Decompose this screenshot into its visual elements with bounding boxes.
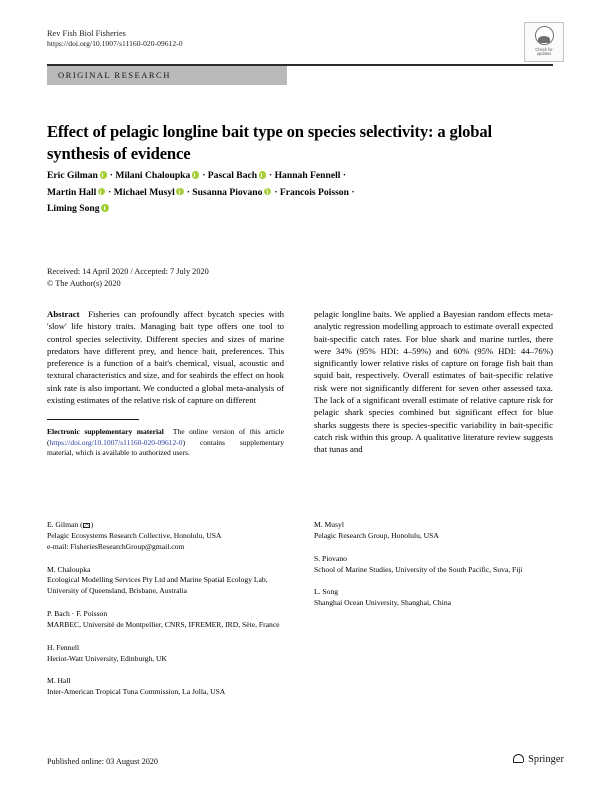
author-separator: · — [107, 170, 116, 181]
affiliation-entry — [47, 643, 291, 665]
article-dates — [47, 266, 209, 291]
orcid-icon[interactable] — [98, 188, 105, 195]
author-separator: · — [105, 186, 114, 198]
affiliation-names: L. Song — [314, 587, 339, 597]
affiliation-entry — [47, 609, 291, 631]
author-separator: · — [271, 186, 280, 198]
affiliation-entry — [47, 565, 291, 598]
affiliation-org: Pelagic Ecosystems Research Collective, Honolulu, USA — [47, 530, 222, 540]
affiliation-names: S. Piovano — [314, 553, 347, 563]
affiliation-org: Heriot-Watt University, Edinburgh, UK — [47, 653, 168, 663]
abstract-text-left — [47, 308, 284, 406]
author-separator: · — [348, 186, 355, 198]
author-name: Susanna Piovano — [192, 186, 263, 198]
abstract-label: Abstract — [47, 309, 80, 319]
orcid-icon[interactable] — [101, 204, 108, 211]
author-name: Liming Song — [47, 203, 100, 214]
affiliation-names: E. Gilman ( ) — [47, 520, 94, 529]
supplementary-text-before: The online version of this article ( — [47, 427, 284, 447]
affiliation-org: MARBEC, Université de Montpellier, CNRS, IFREMER, IRD, Sète, France — [47, 619, 280, 629]
author-name: Milani Chaloupka — [115, 170, 191, 181]
page-title: Effect of pelagic longline bait type on species selectivity: a global synthesis of evidence — [47, 122, 492, 163]
orcid-icon[interactable] — [192, 171, 199, 178]
author-separator: · — [184, 186, 193, 198]
published-online: Published online: 03 August 2020 — [47, 757, 158, 766]
check-for-updates-icon — [535, 26, 554, 45]
orcid-icon[interactable] — [264, 188, 271, 195]
affiliation-names: M. Musyl — [314, 520, 344, 529]
abstract-text-right: pelagic longline baits. We applied a Bayesian random effects meta-analytic regression modelling approach to estimate overall expected bait-specific catch rates. For blue shark and marine turtles, there were 34% (95% HDI: 4–59%) and 60% (95% HDI: 44–76%) significantly lower relative risks of capture on forage fish bait than squid bait, respectively. Overall estimates of bait-specific relative risk were not significantly different for seven other assessed taxa. The lack of a significant overall estimate of relative capture risk for pelagic shark species combined but significant effect for blue sharks suggests there is species-specific variability in bait-specific catch risk within this group. A qualitative literature review suggests that tunas and — [314, 309, 553, 455]
author-name: Martin Hall — [47, 186, 97, 198]
abstract-column-left — [47, 308, 284, 459]
orcid-icon[interactable] — [176, 188, 183, 195]
affiliation-names: M. Hall — [47, 676, 71, 686]
affiliation-names: H. Fennell — [47, 642, 80, 652]
springer-logo — [512, 753, 564, 765]
supplementary-note — [47, 427, 284, 459]
affiliations-left — [47, 520, 291, 710]
author-separator: · — [266, 170, 275, 181]
affiliation-entry — [47, 676, 291, 698]
journal-header — [47, 28, 183, 50]
section-type-label: ORIGINAL RESEARCH — [58, 70, 171, 80]
received-accepted: Received: 14 April 2020 / Accepted: 7 July 2020 — [47, 267, 209, 276]
supplementary-doi-link[interactable]: https://doi.org/10.1007/s11160-020-09612-0 — [49, 437, 183, 447]
affiliation-entry — [47, 520, 291, 553]
copyright-line: © The Author(s) 2020 — [47, 279, 121, 289]
journal-name: Rev Fish Biol Fisheries — [47, 29, 126, 38]
check-for-updates-line1: Check for — [535, 46, 553, 52]
affiliation-org: Shanghai Ocean University, Shanghai, China — [314, 598, 452, 608]
springer-mark-icon — [512, 753, 524, 765]
author-separator: · — [199, 170, 208, 181]
supplementary-label: Electronic supplementary material — [47, 427, 164, 437]
affiliation-entry — [314, 554, 558, 576]
author-name: Hannah Fennell — [274, 170, 341, 181]
author-name: Eric Gilman — [47, 170, 98, 181]
check-for-updates-label — [535, 47, 553, 57]
affiliation-names: M. Chaloupka — [47, 564, 91, 574]
check-for-updates-badge[interactable] — [524, 22, 564, 62]
affiliations-right — [314, 520, 558, 621]
author-name: Francois Poisson — [279, 186, 349, 198]
orcid-icon[interactable] — [259, 171, 266, 178]
supplementary-rule — [47, 419, 139, 420]
orcid-icon[interactable] — [100, 171, 107, 178]
abstract-column-right — [314, 308, 553, 455]
affiliation-entry — [314, 520, 558, 542]
supplementary-text-after: ) contains supplementary material, which is available to authorized users. — [47, 437, 284, 458]
affiliation-org: Ecological Modelling Services Pty Ltd and Marine Spatial Ecology Lab, University of Queensland, Brisbane, Australia — [47, 575, 268, 596]
author-list — [47, 168, 517, 218]
abstract-body-left: Fisheries can profoundly affect bycatch species with 'slow' life history traits. Managing bait type offers one tool to control species selectivity. Different species and sizes of marine predators have different prey, and hence bait, preferences. This preference is a function of a bait's chemical, visual, acoustic and textural characteristics and size, and for seabirds the effect on hook sink rate is also important. We conducted a global meta-analysis of existing estimates of the relative risk of capture on different — [47, 309, 285, 405]
author-name: Pascal Bach — [207, 170, 258, 181]
check-for-updates-line2: updates — [536, 51, 552, 57]
author-name: Michael Musyl — [113, 186, 175, 198]
affiliation-entry — [314, 587, 558, 609]
publisher-name: Springer — [528, 753, 564, 765]
affiliation-org: Pelagic Research Group, Honolulu, USA — [314, 530, 439, 540]
affiliation-names: P. Bach · F. Poisson — [47, 609, 108, 619]
author-separator: · — [340, 170, 347, 181]
affiliation-org: School of Marine Studies, University of the South Pacific, Suva, Fiji — [314, 564, 523, 574]
journal-doi: https://doi.org/10.1007/s11160-020-09612-0 — [47, 39, 183, 49]
envelope-icon — [83, 523, 90, 528]
affiliation-email[interactable]: e-mail: FisheriesResearchGroup@gmail.com — [47, 541, 185, 551]
affiliation-name-text: E. Gilman — [47, 520, 79, 529]
affiliation-org: Inter-American Tropical Tuna Commission, La Jolla, USA — [47, 687, 226, 697]
